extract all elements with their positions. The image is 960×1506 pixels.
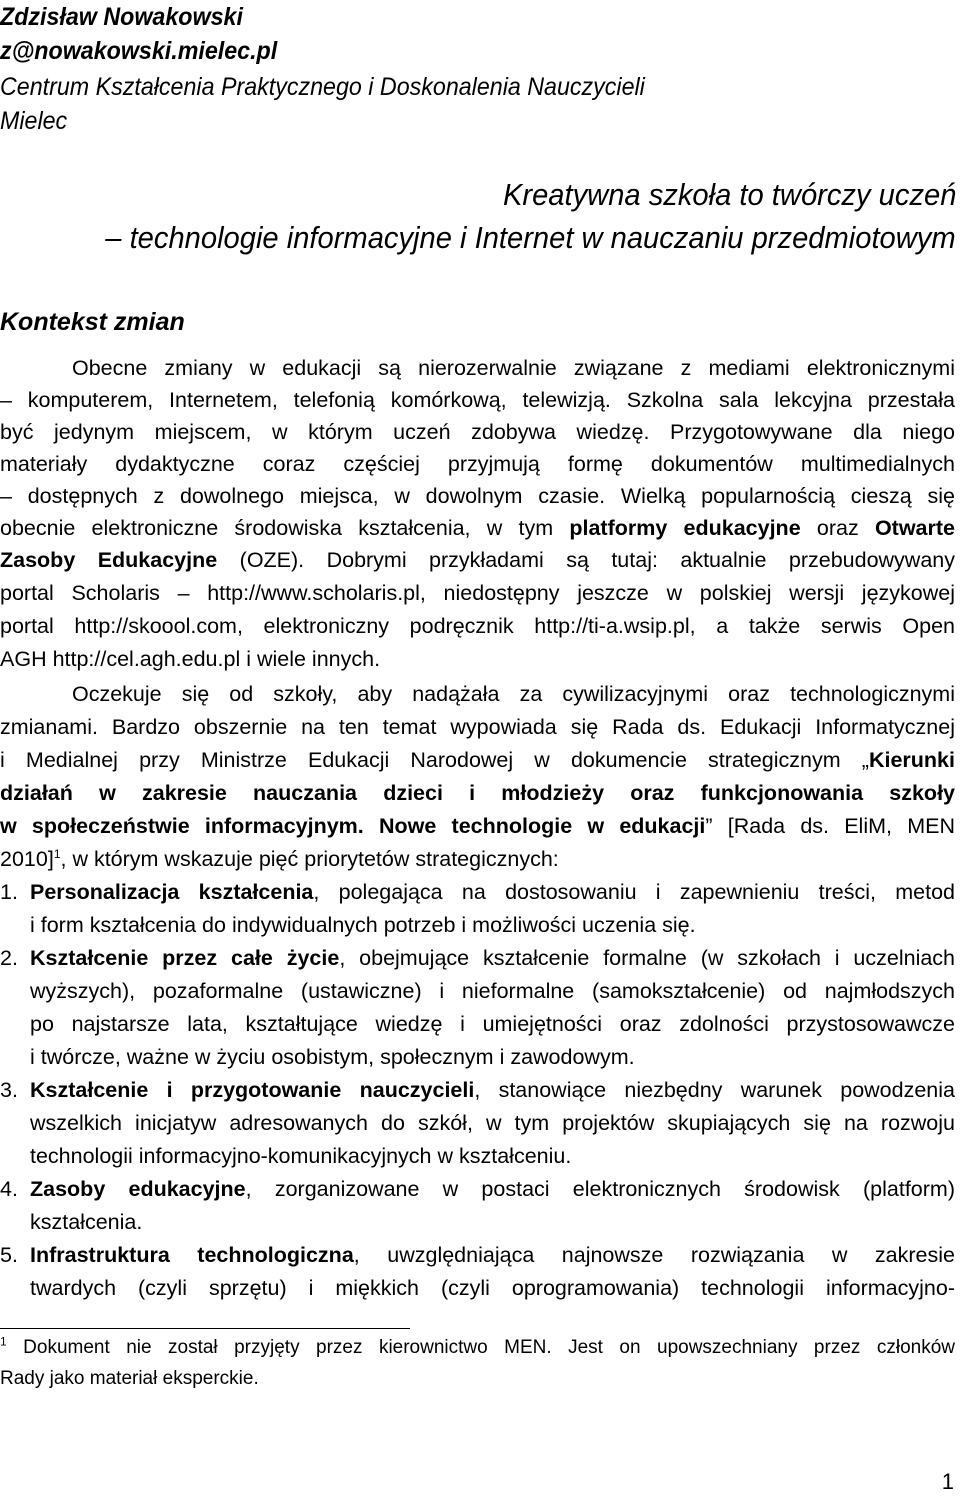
- list-item: [0, 1074, 955, 1106]
- paragraph-line: Obecne zmiany w edukacji są nierozerwalnie związane z mediami elektronicznymi: [72, 356, 955, 380]
- list-term: Zasoby edukacyjne: [30, 1177, 246, 1201]
- text-run: Dokument nie został przyjęty przez kierownictwo MEN. Jest on upowszechniany przez członków: [23, 1337, 955, 1358]
- author-email: z@nowakowski.mielec.pl: [0, 37, 278, 65]
- list-term: Infrastruktura technologiczna: [30, 1243, 354, 1267]
- list-number: 1.: [0, 880, 18, 904]
- list-number: 2.: [0, 946, 18, 970]
- institution-city: Mielec: [0, 107, 68, 135]
- text-run: (OZE). Dobrymi przykładami są tutaj: aktualnie przebudowywany: [239, 548, 955, 572]
- paragraph-line: [0, 512, 955, 544]
- text-run: , obejmujące kształcenie formalne (w szkołach i uczelniach: [339, 946, 955, 970]
- paragraph-line: – dostępnych z dowolnego miejsca, w dowolnym czasie. Wielką popularnością cieszą się: [0, 484, 955, 508]
- text-run: , w którym wskazuje pięć priorytetów strategicznych:: [60, 847, 559, 871]
- paragraph-line: portal http://skoool.com, elektroniczny podręcznik http://ti-a.wsip.pl, a także serwis Open: [0, 614, 955, 638]
- list-item-line: kształcenia.: [30, 1210, 143, 1234]
- author-name: Zdzisław Nowakowski: [0, 3, 243, 31]
- term-kierunki: Kierunki: [868, 748, 955, 772]
- paragraph-line: [0, 843, 955, 875]
- paragraph-line: [0, 810, 955, 842]
- list-item-line: twardych (czyli sprzętu) i miękkich (czyli oprogramowania) technologii informacyjno-: [30, 1276, 955, 1300]
- paragraph-line: zmianami. Bardzo obszernie na ten temat wypowiada się Rada ds. Edukacji Informatycznej: [0, 715, 955, 739]
- list-term: Kształcenie i przygotowanie nauczycieli: [30, 1078, 475, 1102]
- footnote-separator: [0, 1328, 410, 1329]
- list-item-line: i twórcze, ważne w życiu osobistym, społecznym i zawodowym.: [30, 1045, 635, 1069]
- list-number: 4.: [0, 1177, 18, 1201]
- list-item-line: i form kształcenia do indywidualnych potrzeb i możliwości uczenia się.: [30, 913, 696, 937]
- term-document-title: działań w zakresie nauczania dzieci i młodzieży oraz funkcjonowania szkoły: [0, 781, 955, 805]
- list-item: [0, 1239, 955, 1271]
- text-run: i Medialnej przy Ministrze Edukacji Narodowej w dokumencie strategicznym „: [0, 748, 869, 772]
- list-item-line: wszelkich inicjatyw adresowanych do szkół, w tym projektów skupiających się na rozwoju: [30, 1111, 955, 1135]
- list-item: [0, 876, 955, 908]
- term-platforms: platformy edukacyjne: [569, 516, 801, 540]
- term-open: Otwarte: [874, 516, 955, 540]
- paragraph-line: [0, 744, 955, 776]
- paragraph-line: materiały dydaktyczne coraz częściej przyjmują formę dokumentów multimedialnych: [0, 452, 955, 476]
- list-item: [0, 942, 955, 974]
- paragraph-line: [0, 544, 955, 576]
- list-term: Personalizacja kształcenia: [30, 880, 314, 904]
- list-term: Kształcenie przez całe życie: [30, 946, 340, 970]
- text-run: oraz: [816, 516, 859, 540]
- text-run: ” [Rada ds. EliM, MEN: [705, 814, 955, 838]
- footnote-text: Rady jako materiał eksperckie.: [0, 1368, 259, 1389]
- list-item-line: wyższych), pozaformalne (ustawiczne) i nieformalne (samokształcenie) od najmłodszych: [30, 979, 955, 1003]
- institution-name: Centrum Kształcenia Praktycznego i Doskonalenia Nauczycieli: [0, 73, 645, 101]
- list-item-line: po najstarsze lata, kształtujące wiedzę i umiejętności oraz zdolności przystosowawcze: [30, 1012, 955, 1036]
- text-run: , uwzględniająca najnowsze rozwiązania w zakresie: [353, 1243, 955, 1267]
- footnote-ref: 1: [53, 846, 61, 861]
- term-oze: Zasoby Edukacyjne: [0, 548, 218, 572]
- paragraph-line: [0, 777, 955, 809]
- text-run: , zorganizowane w postaci elektronicznych środowisk (platform): [245, 1177, 955, 1201]
- term-document-title: w społeczeństwie informacyjnym. Nowe technologie w edukacji: [0, 814, 706, 838]
- document-title: Kreatywna szkoła to twórczy uczeń: [502, 177, 956, 212]
- text-run: , polegająca na dostosowaniu i zapewnieniu treści, metod: [313, 880, 955, 904]
- page-number: 1: [941, 1469, 954, 1494]
- text-run: obecnie elektroniczne środowiska kształcenia, w tym: [0, 516, 554, 540]
- paragraph-line: Oczekuje się od szkoły, aby nadążała za cywilizacyjnymi oraz technologicznymi: [72, 682, 955, 706]
- paragraph-line: być jedynym miejscem, w którym uczeń zdobywa wiedzę. Przygotowywane dla niego: [0, 420, 955, 444]
- text-run: 2010]: [0, 847, 54, 871]
- footnote-text: [0, 1332, 955, 1363]
- paragraph-line: – komputerem, Internetem, telefonią komórkową, telewizją. Szkolna sala lekcyjna przestała: [0, 388, 955, 412]
- text-run: , stanowiące niezbędny warunek powodzenia: [474, 1078, 955, 1102]
- paragraph-line: AGH http://cel.agh.edu.pl i wiele innych.: [0, 647, 381, 671]
- document-subtitle: – technologie informacyjne i Internet w nauczaniu przedmiotowym: [105, 220, 956, 255]
- list-item: [0, 1173, 955, 1205]
- list-number: 5.: [0, 1243, 18, 1267]
- section-heading: Kontekst zmian: [0, 308, 185, 336]
- paragraph-line: portal Scholaris – http://www.scholaris.pl, niedostępny jeszcze w polskiej wersji językowej: [0, 581, 955, 605]
- list-number: 3.: [0, 1078, 18, 1102]
- footnote-marker: 1: [0, 1334, 7, 1349]
- list-item-line: technologii informacyjno-komunikacyjnych w kształceniu.: [30, 1144, 572, 1168]
